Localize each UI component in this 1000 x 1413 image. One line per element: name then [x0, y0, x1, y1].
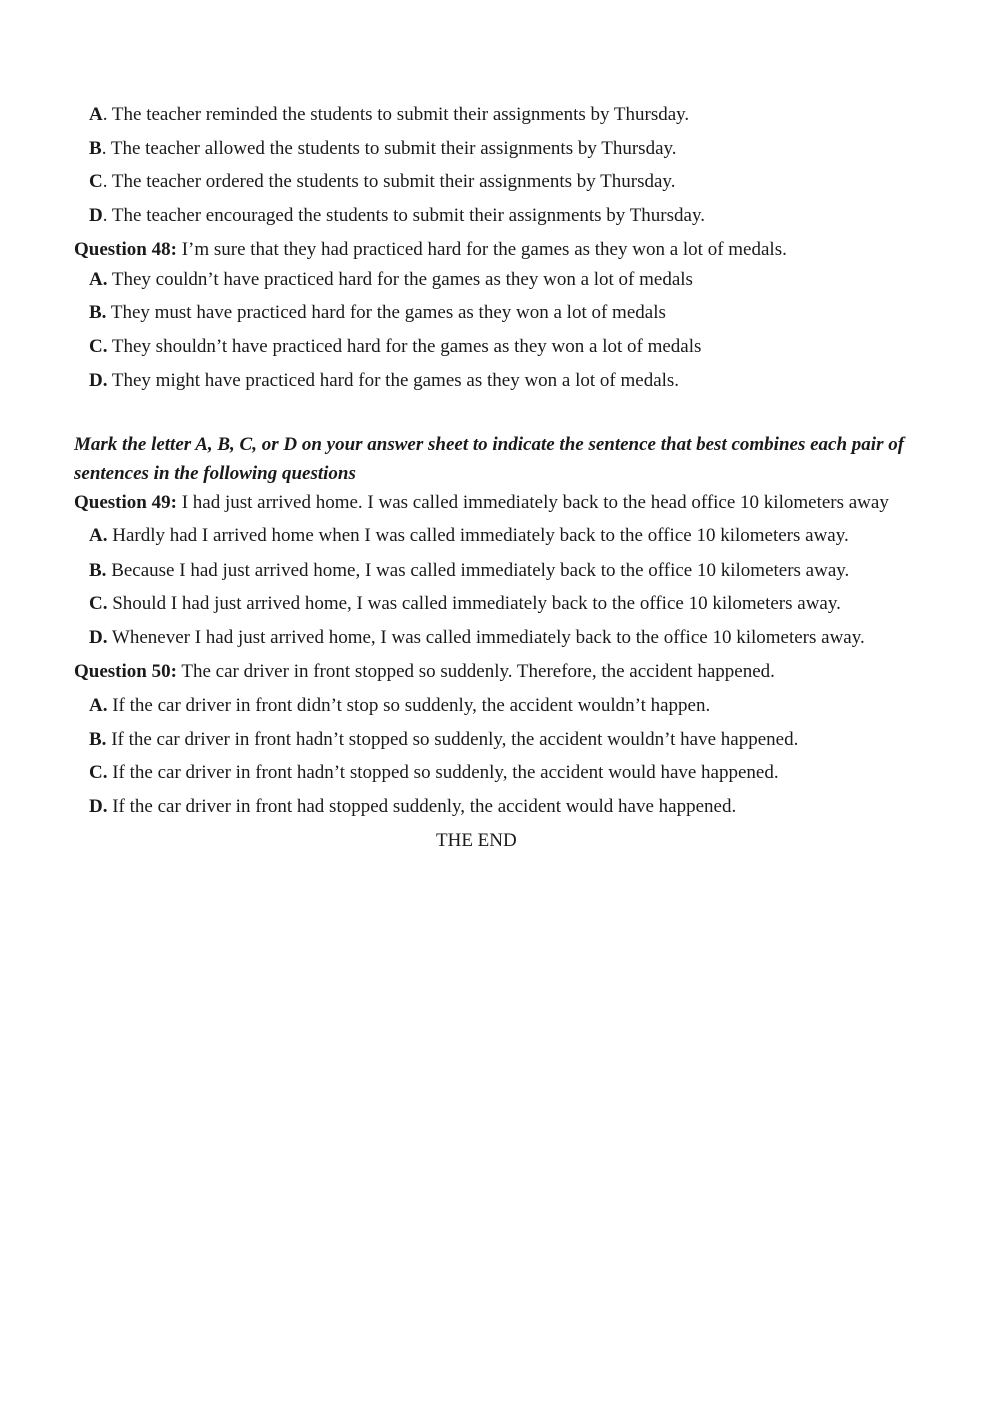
- option-text: Whenever I had just arrived home, I was called immediately back to the office 10 kilometers away.: [107, 627, 865, 648]
- option-text: Should I had just arrived home, I was called immediately back to the office 10 kilometers away.: [107, 593, 841, 614]
- option-label: C.: [89, 762, 108, 783]
- option-text: The teacher allowed the students to submit their assignments by Thursday.: [110, 138, 677, 159]
- question-label: Question 49:: [74, 492, 177, 513]
- option-label: C: [89, 171, 103, 192]
- section-instruction-line-2: sentences in the following questions: [74, 463, 356, 484]
- q47-option-b: [89, 138, 677, 160]
- option-label: A.: [89, 525, 108, 546]
- q49-option-d: [89, 627, 865, 649]
- option-label: B.: [89, 302, 107, 323]
- option-separator: .: [102, 205, 112, 226]
- option-text: They shouldn’t have practiced hard for the games as they won a lot of medals: [107, 336, 702, 357]
- q49-stem: [74, 492, 889, 514]
- question-text: The car driver in front stopped so suddenly. Therefore, the accident happened.: [176, 661, 775, 682]
- option-separator: .: [102, 104, 112, 125]
- option-text: If the car driver in front didn’t stop so suddenly, the accident wouldn’t happen.: [107, 695, 711, 716]
- option-label: C.: [89, 593, 108, 614]
- option-label: C.: [89, 336, 108, 357]
- option-label: A.: [89, 269, 108, 290]
- option-text: They must have practiced hard for the games as they won a lot of medals: [106, 302, 666, 323]
- q47-option-a: [89, 104, 689, 126]
- q47-option-d: [89, 205, 705, 227]
- option-label: D.: [89, 627, 108, 648]
- option-text: If the car driver in front hadn’t stopped so suddenly, the accident would have happened.: [107, 762, 779, 783]
- option-label: D.: [89, 370, 108, 391]
- option-label: B: [89, 138, 102, 159]
- q49-option-b: [89, 560, 849, 582]
- q48-option-b: [89, 302, 666, 324]
- option-text: They might have practiced hard for the games as they won a lot of medals.: [107, 370, 680, 391]
- q50-stem: [74, 661, 775, 683]
- option-label: D.: [89, 796, 108, 817]
- option-text: Because I had just arrived home, I was called immediately back to the office 10 kilometers away.: [106, 560, 850, 581]
- option-text: The teacher ordered the students to submit their assignments by Thursday.: [111, 171, 676, 192]
- question-label: Question 48:: [74, 239, 177, 260]
- q47-option-c: [89, 171, 675, 193]
- q48-stem: [74, 239, 787, 261]
- option-text: They couldn’t have practiced hard for the games as they won a lot of medals: [107, 269, 693, 290]
- option-text: If the car driver in front had stopped suddenly, the accident would have happened.: [107, 796, 737, 817]
- q50-option-b: [89, 729, 798, 751]
- option-label: A: [89, 104, 103, 125]
- question-text: I had just arrived home. I was called immediately back to the head office 10 kilometers away: [176, 492, 889, 513]
- section-instruction-line-1: Mark the letter A, B, C, or D on your answer sheet to indicate the sentence that best combines each pair of: [74, 434, 905, 455]
- question-label: Question 50:: [74, 661, 177, 682]
- option-text: Hardly had I arrived home when I was called immediately back to the office 10 kilometers away.: [107, 525, 849, 546]
- option-label: B.: [89, 560, 107, 581]
- option-label: D: [89, 205, 103, 226]
- option-text: The teacher encouraged the students to submit their assignments by Thursday.: [111, 205, 705, 226]
- option-separator: .: [101, 138, 111, 159]
- q48-option-c: [89, 336, 701, 358]
- option-label: A.: [89, 695, 108, 716]
- end-marker: THE END: [436, 830, 517, 851]
- option-text: The teacher reminded the students to submit their assignments by Thursday.: [111, 104, 690, 125]
- option-text: If the car driver in front hadn’t stopped so suddenly, the accident wouldn’t have happened.: [106, 729, 799, 750]
- question-text: I’m sure that they had practiced hard for the games as they won a lot of medals.: [176, 239, 787, 260]
- q49-option-a: [89, 525, 849, 547]
- q48-option-d: [89, 370, 679, 392]
- q50-option-a: [89, 695, 710, 717]
- q50-option-c: [89, 762, 779, 784]
- option-separator: .: [102, 171, 112, 192]
- q50-option-d: [89, 796, 736, 818]
- q49-option-c: [89, 593, 841, 615]
- q48-option-a: [89, 269, 693, 291]
- option-label: B.: [89, 729, 107, 750]
